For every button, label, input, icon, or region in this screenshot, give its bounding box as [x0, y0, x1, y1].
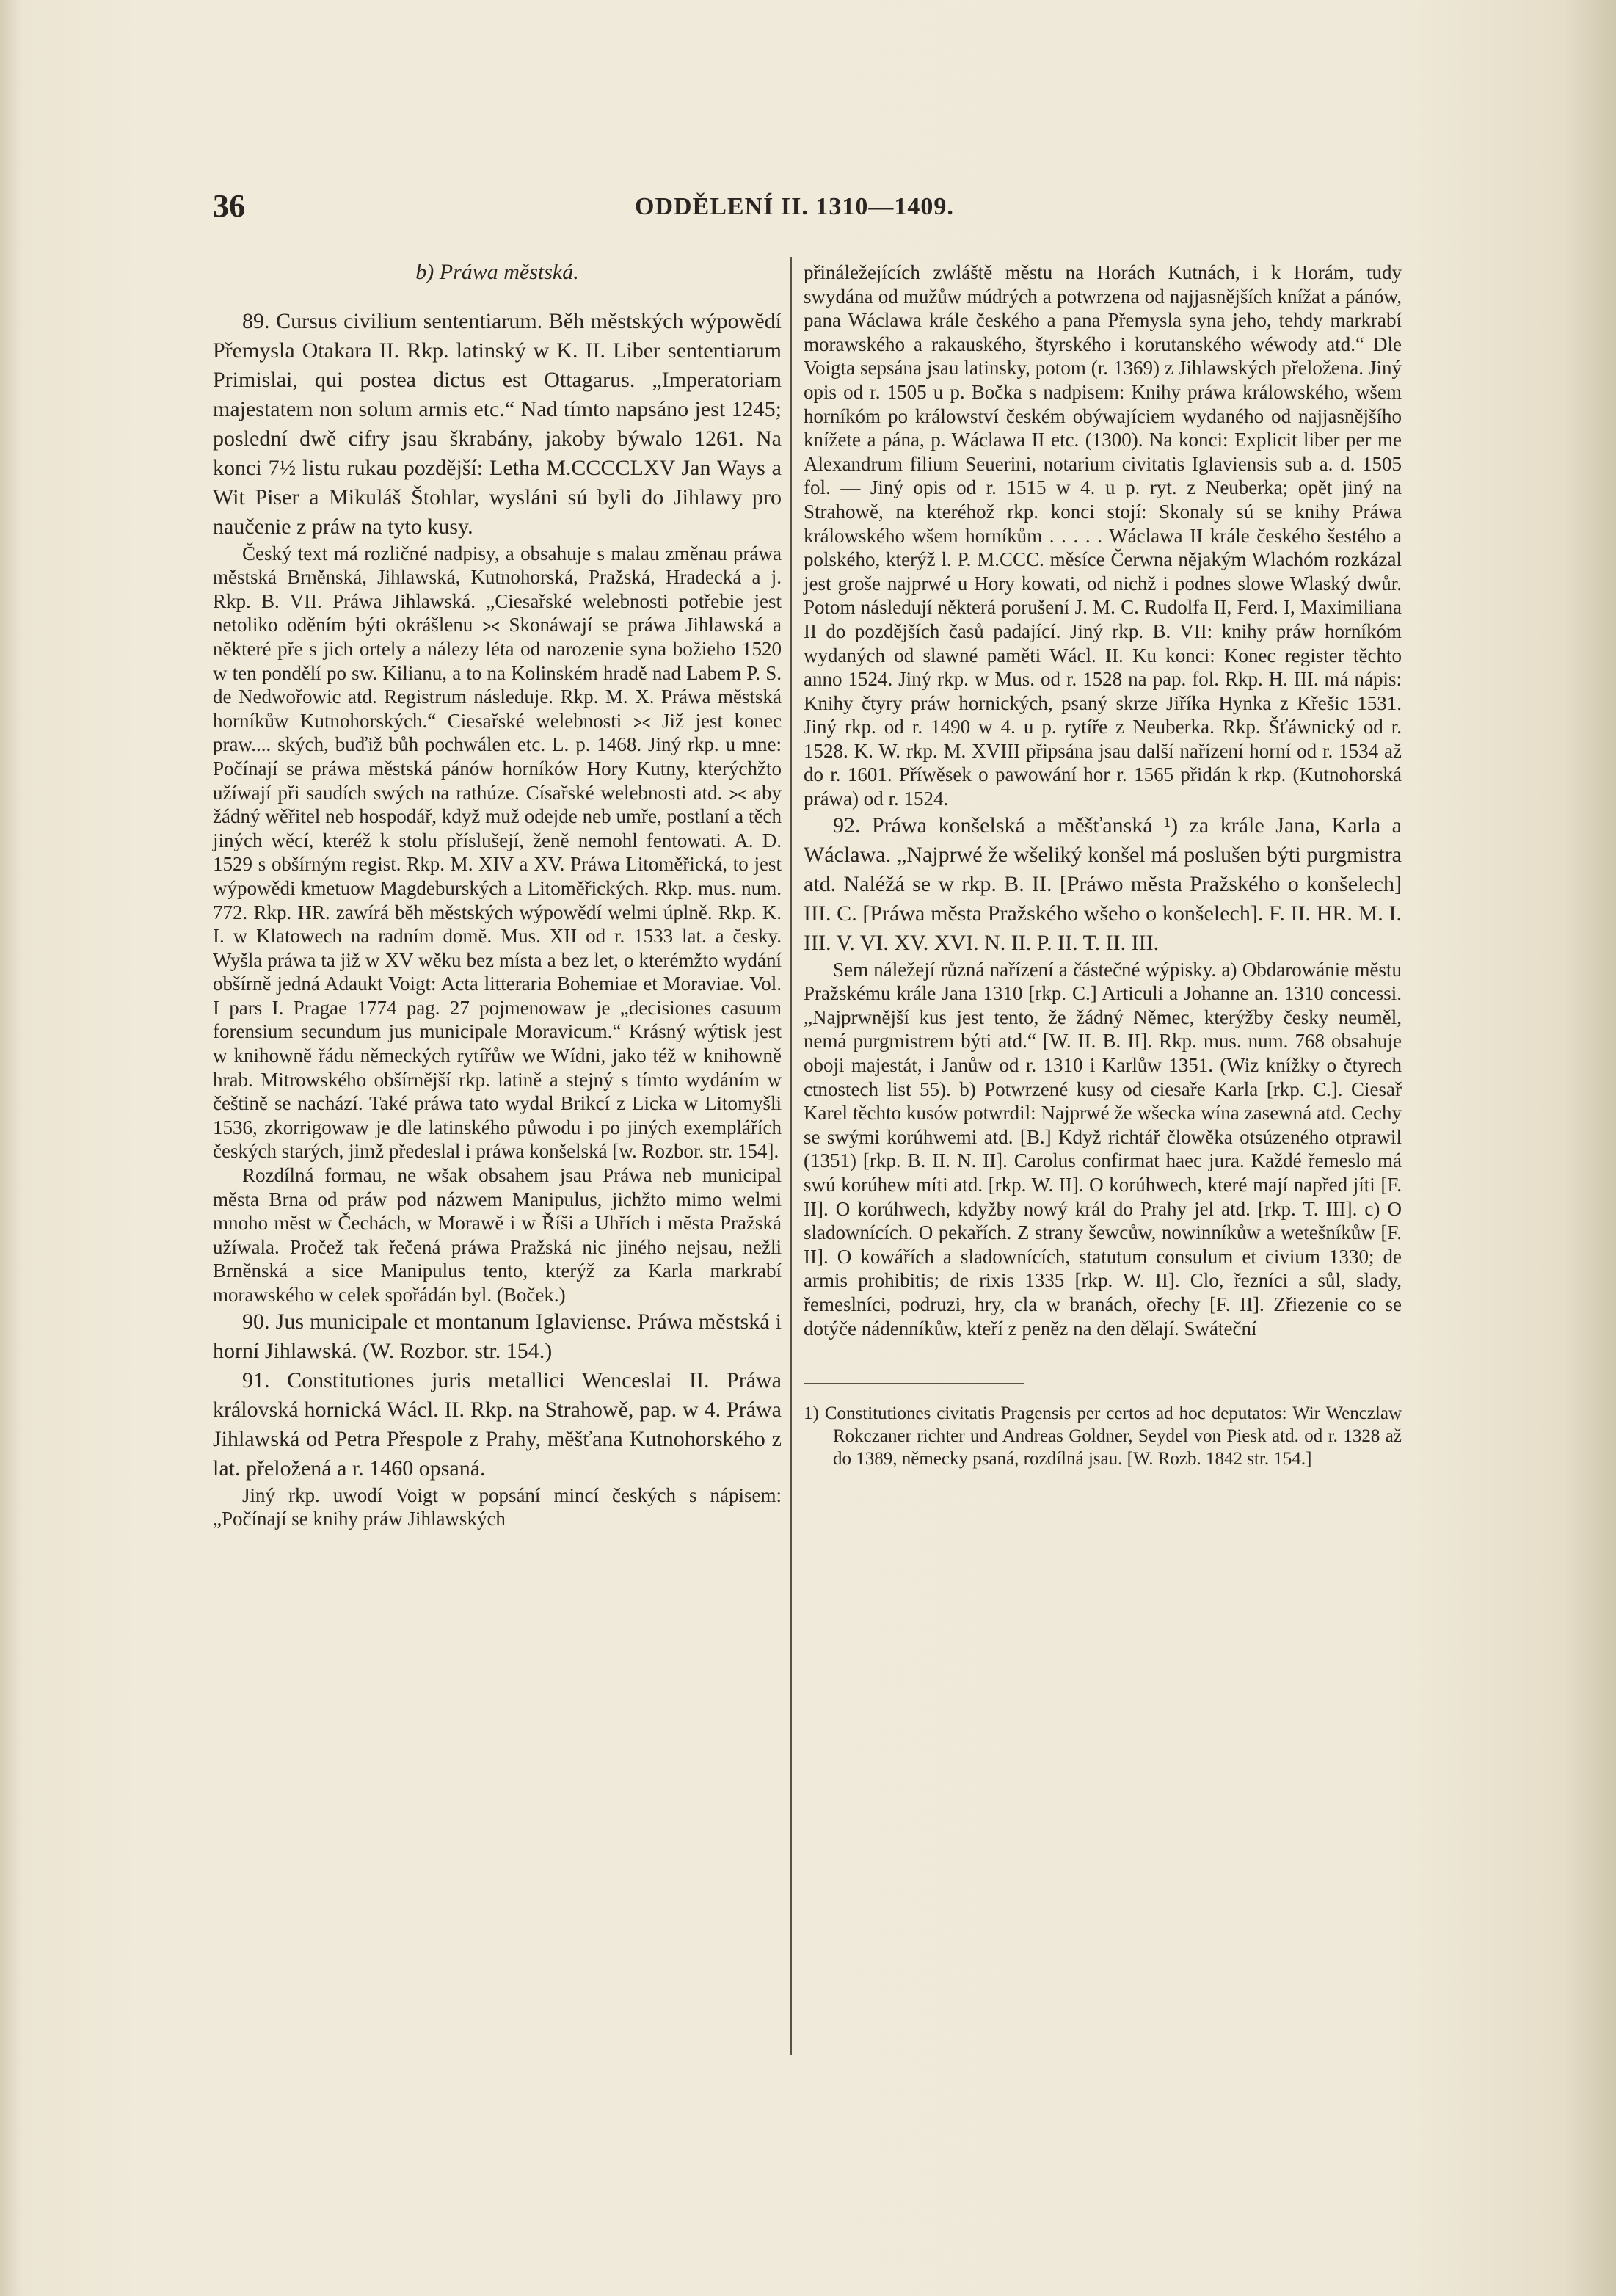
left-column	[213, 261, 782, 1531]
entry-92-continuation: Sem náležejí různá nařízení a částečné wýpisky. a) Obdarowánie městu Pražskému krále Jana 1310 [rkp. C.] Articuli a Johanne an. 1310 concessi. „Najprwnější kus jest tento, že žádný Němec, kterýžby česky neuměl, nemá purgmistrem býti atd.“ [W. II. B. II]. Rkp. mus. num. 768 obsahuje oboji majestát, i Janůw od r. 1310 i Karlůw 1351. (Wiz knížky o čtyrech ctnostech list 55). b) Potwrzené kusy od ciesaře Karla [rkp. C.]. Ciesař Karel těchto kusów potwrdil: Najprwé že wšecka wína zasewná atd. Cechy se swými korúhwemi atd. [B.] Když richtář člowěka otsúzeného otprawil (1351) [rkp. B. II. N. II]. Carolus confirmat haec jura. Každé řemeslo má swú korúhew míti atd. [rkp. W. II]. O korúhwech, které mají napřed jíti [F. II]. O korúhwech, kdyžby nowý král do Prahy jel atd. [rkp. T. III]. c) O sladownících. O pekařích. Z strany šewcůw, nowinníkůw a wetešníkůw [F. II]. O kowářích a sladownících, statutum consulum et civium 1330; de armis prohibitis; de rixis 1335 [rkp. W. II]. Clo, řezníci a sůl, slady, řemeslníci, podruzi, hry, cla w branách, ořechy [F. II]. Zřiezenie co se dotýče nádenníkůw, kteří z peněz na den dělají. Swáteční	[804, 958, 1402, 1340]
entry-89-continuation: Český text má rozličné nadpisy, a obsahuje s malau změnau práwa městská Brněnská, Jihlawská, Kutnohorská, Pražská, Hradecká a j. Rkp. B. VII. Práwa Jihlawská. „Ciesařské welebnosti potřebie jest netoliko oděním býti okrášlenu ⪥ Skonáwají se práwa Jihlawská a některé pře s jich ortely a nálezy léta od narozenie syna božieho 1520 w ten pondělí po sw. Kilianu, a to na Kolinském hradě nad Labem P. S. de Nedwořowic atd. Registrum následuje. Rkp. M. X. Práwa městská horníkůw Kutnohorských.“ Ciesařské welebnosti ⪥ Již jest konec praw.... ských, buďiž bůh pochwálen etc. L. p. 1468. Jiný rkp. u mne: Počínají se práwa městská pánów horníków Hory Kutny, kterýchžto užíwají při saudích swých na rathúze. Císařské welebnosti atd. ⪥ aby žádný wěřitel neb hospodář, když muž odejde neb umře, postlaní a těch jiných wěcí, kteréž k stolu příslušejí, ženě nemohl fentowati. A. D. 1529 s obšírným regist. Rkp. M. XIV a XV. Práwa Litoměřická, to jest wýpowědi kmetuow Magdeburských a Litoměřických. Rkp. mus. num. 772. Rkp. HR. zawírá běh městských wýpowědí welmi úplně. Rkp. K. I. w Klatowech na radním domě. Mus. XII od r. 1533 lat. a česky. Wyšla práwa ta již w XV wěku bez místa a bez let, o kterémžto wydání obšírně jedná Adaukt Voigt: Acta litteraria Bohemiae et Moraviae. Vol. I pars I. Pragae 1774 pag. 27 pojmenowaw je „decisiones casuum forensium secundum jus municipale Moravicum.“ Krásný wýtisk jest w knihowně řádu německých rytířůw we Wídni, jako též w knihowně hrab. Mitrowského obšírnější rkp. latině a stejný s tímto wydáním w češtině se nachází. Také práwa tato wydal Brikcí z Licka w Litomyšli 1536, zkorrigowaw je dle latinského půwodu i po jiných exemplářích českých starých, jimž předeslal i práwa konšelská [w. Rozbor. str. 154].	[213, 542, 782, 1163]
footnote-rule	[804, 1383, 1024, 1384]
subsection-title: b) Práwa městská.	[415, 260, 579, 284]
entry-89-brno-note: Rozdílná formau, ne wšak obsahem jsau Práwa neb municipal města Brna od práw pod názwem Manipulus, jichžto mimo welmi mnoho měst w Čechách, w Morawě i w Říši a Uhřích i města Pražská užíwala. Pročež tak řečená práwa Pražská nic jiného nejsau, nežli Brněnská a sice Manipulus tento, kterýž za Karla markrabí morawského w celek spořádán byl. (Boček.)	[213, 1164, 782, 1306]
footnote-1: 1) Constitutiones civitatis Pragensis per certos ad hoc deputatos: Wir Wenczlaw Rokczaner richter und Andreas Goldner, Seydel von Piesk atd. od r. 1328 až do 1389, německy psaná, rozdílná jsau. [W. Rozb. 1842 str. 154.]	[804, 1403, 1402, 1469]
entry-91-continuation-2: přináležejících zwláště městu na Horách Kutnách, i k Horám, tudy swydána od mužůw múdrých a potwrzena od najjasnějších knížat a pánów, pana Wáclawa krále českého a pana Přemysla syna jeho, tehdy markrabí morawského a rakauského, štyrského i korutanského wéwody atd.“ Dle Voigta sepsána jsau latinsky, potom (r. 1369) z Jihlawských přeložena. Jiný opis od r. 1505 u p. Bočka s nadpisem: Knihy práwa králowského, wšem horníkóm po králowství českém obýwajíciem wydaného od najjasnějšího knížete a pána, p. Wáclawa II etc. (1300). Na konci: Explicit liber per me Alexandrum filium Seuerini, notarium civitatis Iglaviensis sub a. d. 1505 fol. — Jiný opis od r. 1515 w 4. u p. ryt. z Neuberka; opět jiný na Strahowě, na kteréhož rkp. konci stojí: Skonaly sú se knihy Práwa králowského wšem horníkům . . . . . Wáclawa II krále českého šestého a polského, kterýž l. P. M.CCC. měsíce Čerwna nějakým Wlachóm rozkázal jest groše najprwé u Hory kowati, od nichž i podnes slowe Wlaský dwůr. Potom následují některá porušení J. M. C. Rudolfa II, Ferd. I, Maximiliana II do pozdějších časů padající. Jiný rkp. B. VII: knihy práw horníkóm wydaných od slawné paměti Wácl. II. Ku konci: Konec register těchto anno 1524. Jiný rkp. w Mus. od r. 1528 na pap. fol. Rkp. H. III. má nápis: Knihy čtyry práw hornických, psaný skrze Jiříka Hynka z Křešic 1531. Jiný rkp. od r. 1490 w 4. u p. rytíře z Neuberka. Rkp. Šťáwnický od r. 1528. K. W. rkp. M. XVIII připsána jsau další nařízení horní od r. 1534 až do r. 1601. Příwěsek o pawowání hor r. 1565 přidán k rkp. (Kutnohorská práwa) od r. 1524.	[804, 261, 1402, 810]
page-number: 36	[213, 188, 245, 224]
entry-92: 92. Práwa konšelská a měšťanská ¹) za krále Jana, Karla a Wáclawa. „Najprwé že wšeliký konšel má poslušen býti purgmistra atd. Naléžá se w rkp. B. II. [Práwo města Pražského o konšelech] III. C. [Práwa města Pražského wšeho o konšelech]. F. II. HR. M. I. III. V. VI. XV. XVI. N. II. P. II. T. II. III.	[804, 813, 1402, 955]
entry-89: 89. Cursus civilium sententiarum. Běh městských wýpowědí Přemysla Otakara II. Rkp. latinský w K. II. Liber sententiarum Primislai, qui postea dictus est Ottagarus. „Imperatoriam majestatem non solum armis etc.“ Nad tímto napsáno jest 1245; poslední dwě cifry jsau škrabány, jakoby býwalo 1261. Na konci 7½ listu rukau pozdější: Letha M.CCCCLXV Jan Ways a Wit Piser a Mikuláš Štohlar, wysláni sú byli do Jihlawy pro naučenie z práw na tyto kusy.	[213, 308, 782, 539]
entry-90: 90. Jus municipale et montanum Iglaviense. Práwa městská i horní Jihlawská. (W. Rozbor. str. 154.)	[213, 1309, 782, 1363]
page-header	[213, 187, 1534, 231]
right-column	[804, 261, 1402, 1470]
entry-91-continuation: Jiný rkp. uwodí Voigt w popsání mincí českých s nápisem: „Počínají se knihy práw Jihlawských	[213, 1483, 782, 1530]
running-head: ODDĚLENÍ II. 1310—1409.	[635, 193, 954, 220]
column-divider	[790, 257, 792, 2055]
entry-91: 91. Constitutiones juris metallici Wenceslai II. Práwa královská hornická Wácl. II. Rkp. na Strahowě, pap. w 4. Práwa Jihlawská od Petra Přespole z Prahy, měšťana Kutnohorského z lat. přeložená a r. 1460 opsaná.	[213, 1367, 782, 1481]
